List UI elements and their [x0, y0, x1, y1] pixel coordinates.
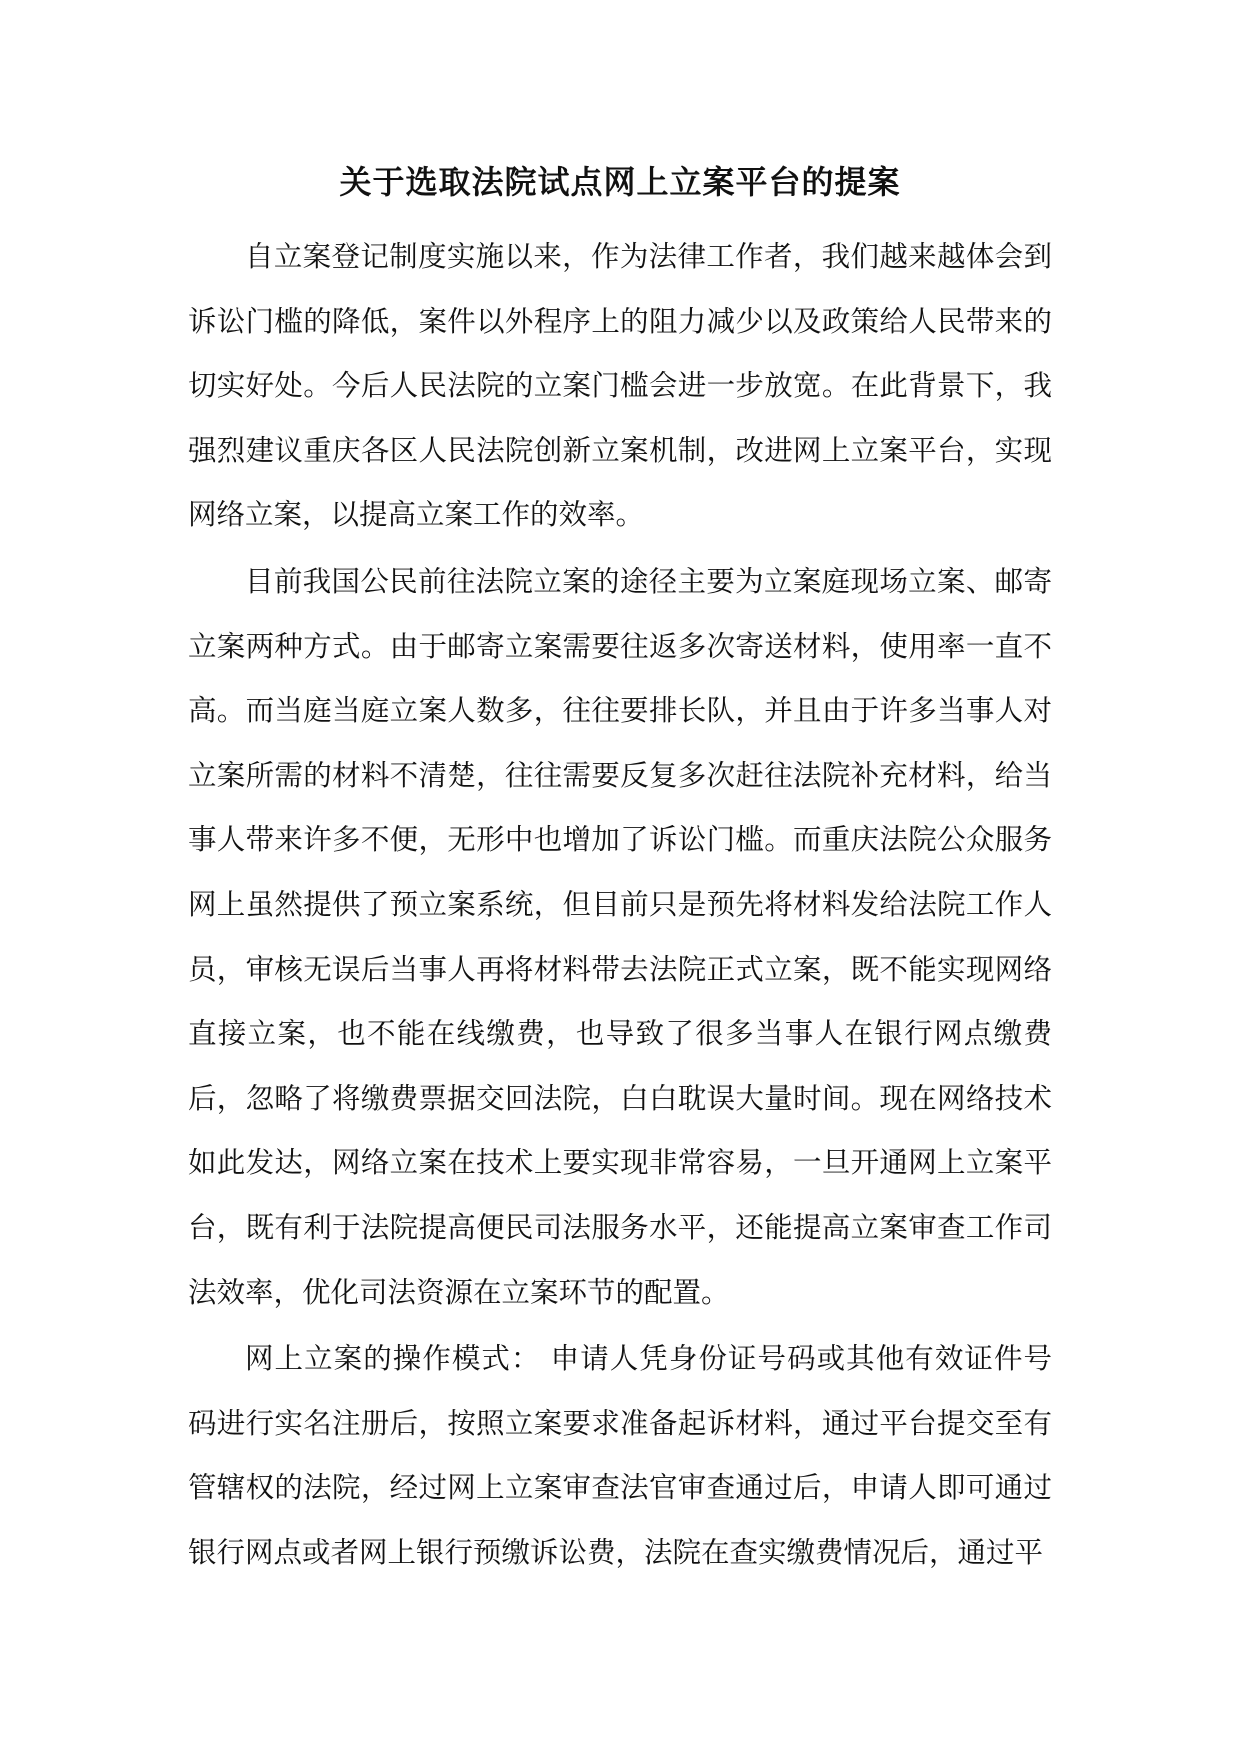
- paragraph-1: 自立案登记制度实施以来，作为法律工作者，我们越来越体会到诉讼门槛的降低，案件以外程序上的阻力减少以及政策给人民带来的切实好处。今后人民法院的立案门槛会进一步放宽。在此背景下，我强烈建议重庆各区人民法院创新立案机制，改进网上立案平台，实现网络立案，以提高立案工作的效率。: [188, 240, 1052, 532]
- document-body: [188, 225, 1052, 1587]
- document-title: 关于选取法院试点网上立案平台的提案: [339, 163, 901, 201]
- paragraph-2: 目前我国公民前往法院立案的途径主要为立案庭现场立案、邮寄立案两种方式。由于邮寄立案需要往返多次寄送材料，使用率一直不高。而当庭当庭立案人数多，往往要排长队，并且由于许多当事人对立案所需的材料不清楚，往往需要反复多次赶往法院补充材料，给当事人带来许多不便，无形中也增加了诉讼门槛。而重庆法院公众服务网上虽然提供了预立案系统，但目前只是预先将材料发给法院工作人员，审核无误后当事人再将材料带去法院正式立案，既不能实现网络直接立案，也不能在线缴费，也导致了很多当事人在银行网点缴费后，忽略了将缴费票据交回法院，白白耽误大量时间。现在网络技术如此发达，网络立案在技术上要实现非常容易，一旦开通网上立案平台，既有利于法院提高便民司法服务水平，还能提高立案审查工作司法效率，优化司法资源在立案环节的配置。: [188, 564, 1052, 1309]
- paragraph-3: 网上立案的操作模式： 申请人凭身份证号码或其他有效证件号码进行实名注册后，按照立案要求准备起诉材料，通过平台提交至有管辖权的法院，经过网上立案审查法官审查通过后，申请人即可通过银行网点或者网上银行预缴诉讼费，法院在查实缴费情况后，通过平: [188, 1342, 1052, 1569]
